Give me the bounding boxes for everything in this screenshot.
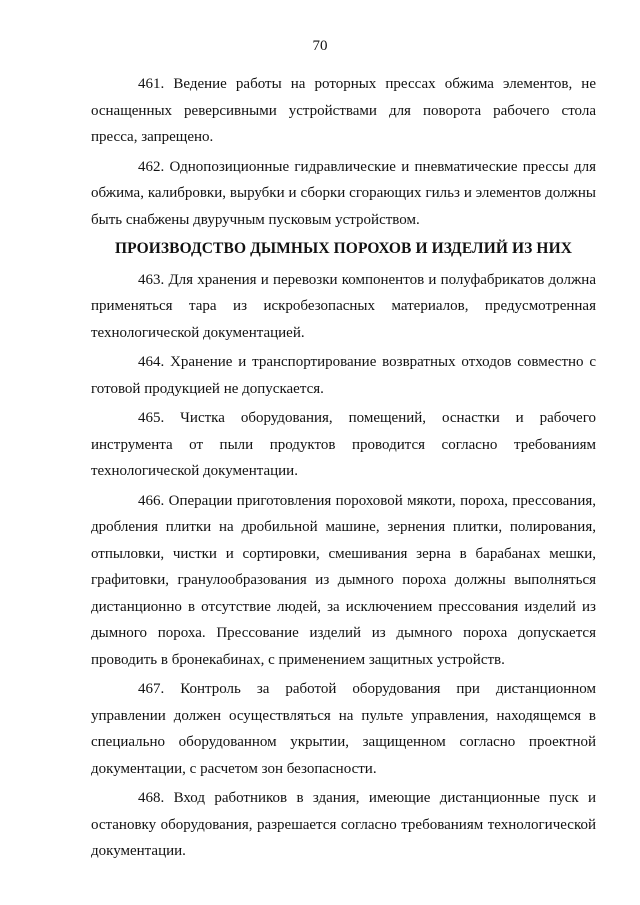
paragraph-463: 463. Для хранения и перевозки компонентов и полуфабрикатов должна применяться тара из искробезопасных материалов, предусмотренная технологической документацией. — [91, 271, 596, 341]
paragraph-462: 462. Однопозиционные гидравлические и пневматические прессы для обжима, калибровки, вырубки и сборки сгорающих гильз и элементов должны быть снабжены двуручным пусковым устройством. — [91, 158, 596, 228]
paragraph-466: 466. Операции приготовления пороховой мякоти, пороха, прессования, дробления плитки на дробильной машине, зернения плитки, полирования, отпыловки, чистки и сортировки, смешивания зерна в барабанах мешки, графитовки, гранулообразования из дымного пороха должны выполняться дистанционно в отсутствие людей, за исключением прессования изделий из дымного пороха. Прессование изделий из дымного пороха допускается проводить в бронекабинах, с применением защитных устройств. — [91, 492, 596, 668]
page-number: 70 — [312, 38, 328, 54]
paragraph-468: 468. Вход работников в здания, имеющие дистанционные пуск и остановку оборудования, разрешается согласно требованиям технологической документации. — [91, 790, 596, 859]
paragraph-465: 465. Чистка оборудования, помещений, оснастки и рабочего инструмента от пыли продуктов проводится согласно требованиям технологической документации. — [91, 410, 596, 479]
paragraph-461: 461. Ведение работы на роторных прессах обжима элементов, не оснащенных реверсивными устройствами для поворота рабочего стола пресса, запрещено. — [91, 76, 596, 145]
section-heading: ПРОИЗВОДСТВО ДЫМНЫХ ПОРОХОВ И ИЗДЕЛИЙ ИЗ НИХ — [114, 240, 573, 257]
document-body — [91, 71, 596, 868]
paragraph-464: 464. Хранение и транспортирование возвратных отходов совместно с готовой продукцией не допускается. — [91, 354, 596, 397]
paragraph-467: 467. Контроль за работой оборудования при дистанционном управлении должен осуществляться на пульте управления, находящемся в специально оборудованном укрытии, защищенном согласно проектной документации, с расчетом зон безопасности. — [91, 681, 596, 777]
